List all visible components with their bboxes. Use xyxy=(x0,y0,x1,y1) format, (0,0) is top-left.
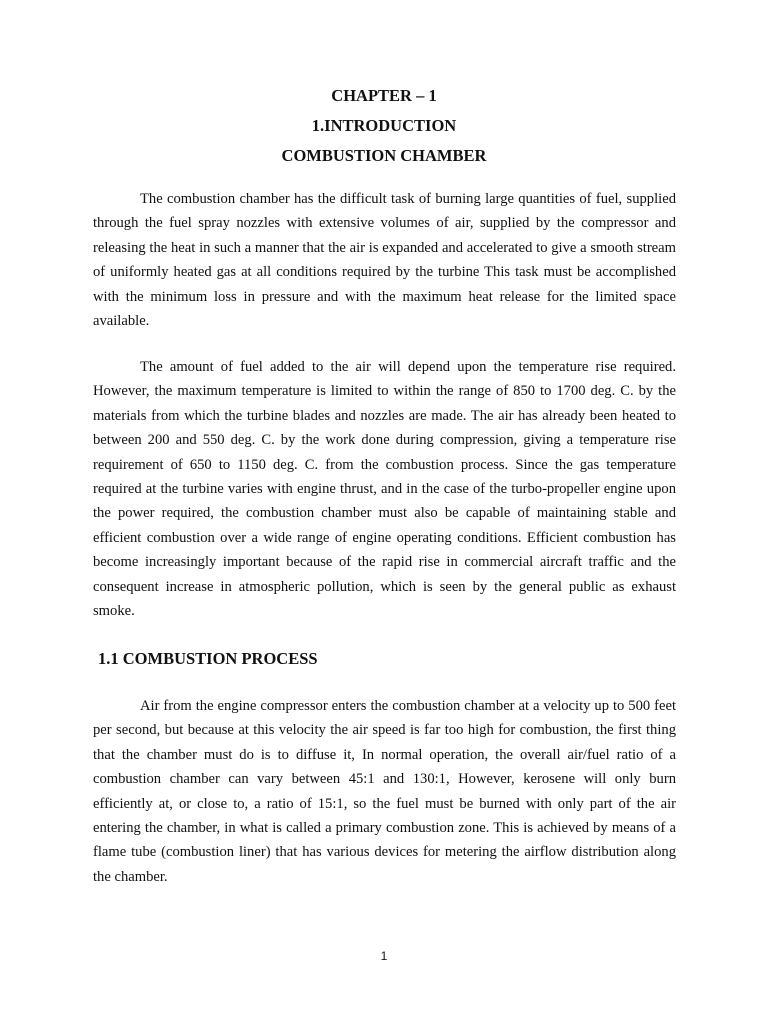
subsection-heading: 1.1 COMBUSTION PROCESS xyxy=(98,649,318,668)
intro-paragraph-2: The amount of fuel added to the air will depend upon the temperature rise required. However, the maximum temperature is limited to within the range of 850 to 1700 deg. C. by the materials from which the turbine blades and nozzles are made. The air has already been heated to between 200 and 550 deg. C. by the work done during compression, giving a temperature rise requirement of 650 to 1150 deg. C. from the combustion process. Since the gas temperature required at the turbine varies with engine thrust, and in the case of the turbo-propeller engine upon the power required, the combustion chamber must also be capable of maintaining stable and efficient combustion over a wide range of engine operating conditions. Efficient combustion has become increasingly important because of the rapid rise in commercial aircraft traffic and the consequent increase in atmospheric pollution, which is seen by the general public as exhaust smoke. xyxy=(93,359,676,620)
intro-paragraph-1: The combustion chamber has the difficult task of burning large quantities of fuel, supplied through the fuel spray nozzles with extensive volumes of air, supplied by the compressor and releasing the heat in such a manner that the air is expanded and accelerated to give a smooth stream of uniformly heated gas at all conditions required by the turbine This task must be accomplished with the minimum loss in pressure and with the maximum heat release for the limited space available. xyxy=(93,191,676,330)
combustion-process-paragraph: Air from the engine compressor enters the combustion chamber at a velocity up to 500 feet per second, but because at this velocity the air speed is far too high for combustion, the first thing that the chamber must do is to diffuse it, In normal operation, the overall air/fuel ratio of a combustion chamber can vary between 45:1 and 130:1, However, kerosene will only burn efficiently at, or close to, a ratio of 15:1, so the fuel must be burned with only part of the air entering the chamber, in what is called a primary combustion zone. This is achieved by means of a flame tube (combustion liner) that has various devices for metering the airflow distribution along the chamber. xyxy=(93,698,676,885)
chapter-label: CHAPTER – 1 xyxy=(331,86,437,105)
section-title: 1.INTRODUCTION xyxy=(311,116,457,135)
page-number: 1 xyxy=(380,949,388,963)
topic-title: COMBUSTION CHAMBER xyxy=(281,146,487,165)
